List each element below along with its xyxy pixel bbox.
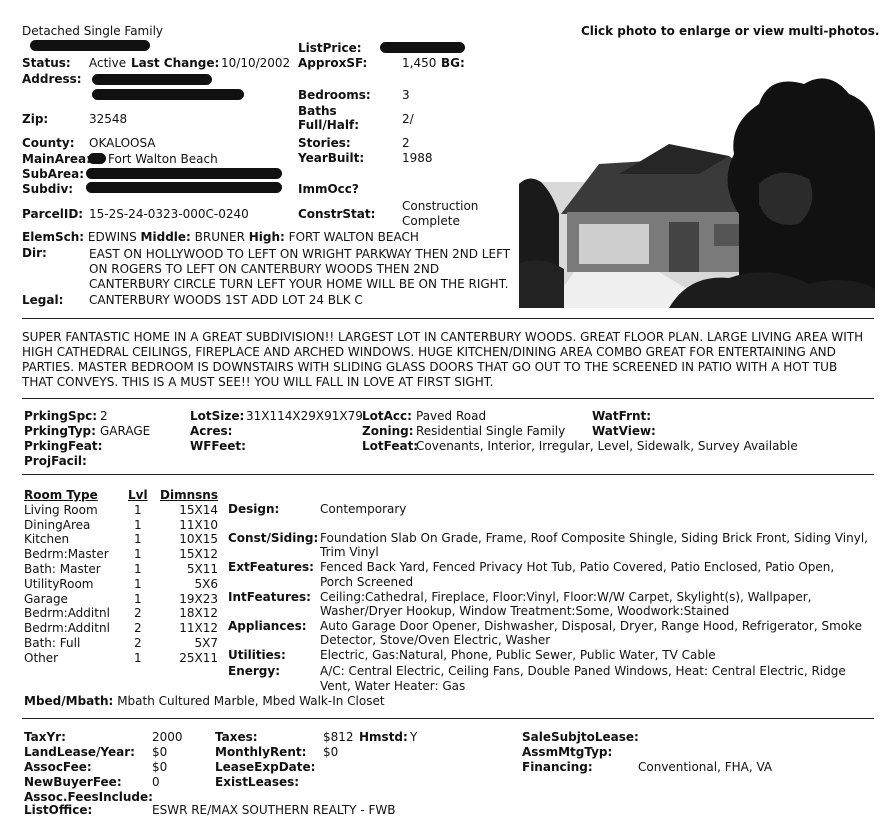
subdiv-label: Subdiv:	[22, 182, 74, 196]
feature-label: Utilities:	[228, 648, 286, 662]
room-level: 2	[134, 621, 142, 636]
section-divider	[22, 474, 874, 475]
section-divider	[22, 718, 874, 719]
taxyr-label: TaxYr:	[24, 730, 66, 744]
house-photo-image[interactable]	[519, 64, 875, 308]
room-type: Other	[24, 650, 59, 665]
feature-label: ExtFeatures:	[228, 560, 314, 574]
landlease-label: LandLease/Year:	[24, 745, 135, 759]
room-level: 1	[134, 591, 142, 606]
lotacc-value: Paved Road	[416, 409, 487, 423]
room-level: 1	[134, 576, 142, 591]
table-row	[24, 547, 218, 562]
redaction-mark	[380, 42, 465, 53]
room-dimensions: 11X12	[179, 621, 218, 636]
redaction-mark	[86, 182, 282, 193]
room-type: Living Room	[24, 502, 98, 517]
room-level: 2	[134, 635, 142, 650]
parcelid-label: ParcelID:	[22, 207, 84, 221]
feature-value: Fenced Back Yard, Fenced Privacy Hot Tub, Patio Covered, Patio Enclosed, Patio Open,	[320, 560, 835, 574]
prkingtyp-value: GARAGE	[100, 424, 151, 438]
mainarea-label: MainArea:	[22, 152, 91, 166]
assocfeesinclude-label: Assoc.FeesInclude:	[24, 790, 153, 804]
room-type: Bedrm:Additnl	[24, 606, 110, 621]
room-level: 1	[134, 650, 142, 665]
listoffice-label: ListOffice:	[24, 803, 93, 817]
room-dimensions: 25X11	[179, 650, 218, 665]
feature-value: A/C: Central Electric, Ceiling Fans, Double Paned Windows, Heat: Central Electric, Ridge	[320, 664, 846, 678]
constrstat-label: ConstrStat:	[298, 207, 376, 221]
elemsch-label: ElemSch:	[22, 230, 85, 244]
mbed-label: Mbed/Mbath:	[24, 694, 114, 708]
table-row	[24, 503, 218, 518]
assocfee-value: $0	[152, 760, 168, 774]
room-type: UtilityRoom	[24, 576, 94, 591]
dir-line: ON ROGERS TO LEFT ON CANTERBURY WOODS THEN 2ND	[89, 262, 440, 276]
feature-value: Auto Garage Door Opener, Dishwasher, Disposal, Dryer, Range Hood, Refrigerator, Smoke	[320, 619, 862, 633]
yearbuilt-value: 1988	[402, 151, 433, 165]
feature-label: IntFeatures:	[228, 590, 311, 604]
watview-label: WatView:	[592, 424, 656, 438]
newbuyerfee-value: 0	[152, 775, 160, 789]
hmstd-value: Y	[410, 730, 418, 744]
constrstat-value-line2: Complete	[402, 214, 460, 228]
existleases-label: ExistLeases:	[215, 775, 300, 789]
room-dimensions: 18X12	[179, 606, 218, 621]
taxes-label: Taxes:	[215, 730, 258, 744]
rooms-table	[24, 488, 218, 666]
table-row	[24, 577, 218, 592]
last-change-label: Last Change:	[131, 56, 220, 70]
monthlyrent-value: $0	[323, 745, 339, 759]
remarks-text: SUPER FANTASTIC HOME IN A GREAT SUBDIVISION!! LARGEST LOT IN CANTERBURY WOODS. GREAT FLOOR PLAN. LARGE LIVING AREA WITH HIGH CATHEDRAL CEILINGS, FIREPLACE AND ARCHED WINDOWS. HUGE KITCHEN/DINING AREA COMBO GREAT FOR ENTERTAINING AND PARTIES. MASTER BEDROOM IS DOWNSTAIRS WITH SLIDING GLASS DOORS THAT GO OUT TO THE SCREENED IN PATIO WITH A HOT TUB THAT CONVEYS. THIS IS A MUST SEE!! YOU WILL FALL IN LOVE AT FIRST SIGHT.	[22, 330, 864, 389]
room-dimensions: 15X14	[179, 502, 218, 517]
room-dimensions: 5X6	[194, 576, 218, 591]
taxyr-value: 2000	[152, 730, 183, 744]
assocfee-label: AssocFee:	[24, 760, 92, 774]
yearbuilt-label: YearBuilt:	[298, 151, 365, 165]
feature-value: Vent, Water Heater: Gas	[320, 679, 466, 693]
middle-label: Middle:	[140, 230, 191, 244]
feature-value: Ceiling:Cathedral, Fireplace, Floor:Vinyl, Floor:W/W Carpet, Skylight(s), Wallpaper,	[320, 590, 812, 604]
section-divider	[22, 398, 874, 399]
hmstd-label: Hmstd:	[359, 730, 408, 744]
room-dimensions: 10X15	[179, 532, 218, 547]
immocc-label: ImmOcc?	[298, 182, 359, 196]
room-dimensions: 5X11	[186, 561, 218, 576]
schools-line	[22, 230, 419, 244]
elemsch-value: EDWINS	[87, 230, 137, 244]
dir-line: CANTERBURY CIRCLE TURN LEFT YOUR HOME WILL BE ON THE RIGHT.	[89, 277, 509, 291]
feature-label: Appliances:	[228, 619, 307, 633]
table-row	[24, 518, 218, 533]
room-type: Bath: Master	[24, 561, 101, 576]
status-label: Status:	[22, 56, 71, 70]
table-row	[24, 636, 218, 651]
feature-value: Contemporary	[320, 502, 407, 516]
legal-label: Legal:	[22, 293, 64, 307]
approxsf-label: ApproxSF:	[298, 56, 368, 70]
rooms-col-header: Room Type	[24, 488, 98, 502]
projfacil-label: ProjFacil:	[24, 454, 87, 468]
prkingtyp-label: PrkingTyp:	[24, 424, 96, 438]
stories-value: 2	[402, 136, 410, 150]
lotsize-value: 31X114X29X91X79	[246, 409, 363, 423]
bedrooms-value: 3	[402, 88, 410, 102]
landlease-value: $0	[152, 745, 168, 759]
dir-line: EAST ON HOLLYWOOD TO LEFT ON WRIGHT PARKWAY THEN 2ND LEFT	[89, 247, 511, 261]
room-level: 2	[134, 606, 142, 621]
financing-label: Financing:	[522, 760, 593, 774]
zoning-value: Residential Single Family	[416, 424, 566, 438]
listprice-label: ListPrice:	[298, 41, 362, 55]
room-level: 1	[134, 532, 142, 547]
table-row	[24, 592, 218, 607]
acres-label: Acres:	[190, 424, 233, 438]
table-row	[24, 621, 218, 636]
feature-value: Washer/Dryer Hookup, Window Treatment:Some, Woodwork:Stained	[320, 604, 730, 618]
newbuyerfee-label: NewBuyerFee:	[24, 775, 122, 789]
last-change-value: 10/10/2002	[221, 56, 291, 70]
legal-value: CANTERBURY WOODS 1ST ADD LOT 24 BLK C	[89, 293, 363, 307]
feature-value: Foundation Slab On Grade, Frame, Roof Composite Shingle, Siding Brick Front, Siding Vinyl,	[320, 531, 868, 545]
room-type: Bedrm:Additnl	[24, 621, 110, 636]
listoffice-value: ESWR RE/MAX SOUTHERN REALTY - FWB	[152, 803, 396, 817]
bg-label: BG:	[441, 56, 465, 70]
status-value: Active	[89, 56, 127, 70]
redaction-mark	[92, 74, 212, 85]
feature-value: Electric, Gas:Natural, Phone, Public Sewer, Public Water, TV Cable	[320, 648, 716, 662]
room-dimensions: 19X23	[179, 591, 218, 606]
mbed-value: Mbath Cultured Marble, Mbed Walk-In Closet	[117, 694, 385, 708]
dir-label: Dir:	[22, 246, 47, 260]
room-dimensions: 5X7	[194, 635, 218, 650]
room-type: Kitchen	[24, 532, 70, 547]
county-label: County:	[22, 136, 75, 150]
address-label: Address:	[22, 72, 82, 86]
feature-value: Detector, Stove/Oven Electric, Washer	[320, 633, 551, 647]
feature-label: Design:	[228, 502, 280, 516]
lotfeat-value: Covenants, Interior, Irregular, Level, Sidewalk, Survey Available	[416, 439, 798, 453]
mainarea-value: Fort Walton Beach	[108, 152, 218, 166]
parcelid-value: 15-2S-24-0323-000C-0240	[89, 207, 249, 221]
prkingspc-value: 2	[100, 409, 108, 423]
room-type: Bedrm:Master	[24, 547, 109, 562]
feature-label: Const/Siding:	[228, 531, 319, 545]
approxsf-value: 1,450	[402, 56, 437, 70]
stories-label: Stories:	[298, 136, 351, 150]
room-dimensions: 15X12	[179, 547, 218, 562]
zip-value: 32548	[89, 112, 128, 126]
lotfeat-label: LotFeat:	[362, 439, 419, 453]
feature-value: Trim Vinyl	[320, 545, 379, 559]
rooms-col-header: Lvl	[128, 488, 148, 502]
county-value: OKALOOSA	[89, 136, 156, 150]
subarea-label: SubArea:	[22, 167, 85, 181]
high-value: FORT WALTON BEACH	[288, 230, 419, 244]
leaseexpdate-label: LeaseExpDate:	[215, 760, 316, 774]
room-level: 1	[134, 547, 142, 562]
constrstat-value-line1: Construction	[402, 199, 479, 213]
table-row	[24, 562, 218, 577]
redaction-mark	[30, 40, 150, 51]
zip-label: Zip:	[22, 112, 49, 126]
zoning-label: Zoning:	[362, 424, 414, 438]
room-type: Bath: Full	[24, 635, 81, 650]
property-type: Detached Single Family	[22, 24, 164, 38]
watfrnt-label: WatFrnt:	[592, 409, 652, 423]
redaction-mark	[92, 89, 244, 100]
rooms-col-header: Dimnsns	[160, 488, 218, 502]
assmmtgtyp-label: AssmMtgTyp:	[522, 745, 613, 759]
room-level: 1	[134, 517, 142, 532]
room-level: 1	[134, 502, 142, 517]
property-photo[interactable]	[519, 64, 875, 308]
lotsize-label: LotSize:	[190, 409, 245, 423]
redaction-mark	[86, 168, 282, 179]
table-row	[24, 606, 218, 621]
financing-value: Conventional, FHA, VA	[638, 760, 773, 774]
room-type: DiningArea	[24, 517, 91, 532]
monthlyrent-label: MonthlyRent:	[215, 745, 307, 759]
baths-value: 2/	[402, 112, 414, 126]
wffeet-label: WFFeet:	[190, 439, 246, 453]
baths-label-line2: Full/Half:	[298, 118, 360, 132]
bedrooms-label: Bedrooms:	[298, 88, 371, 102]
table-row	[24, 532, 218, 547]
mbed-line	[24, 694, 385, 708]
feature-label: Energy:	[228, 664, 281, 678]
salesubjtolease-label: SaleSubjtoLease:	[522, 730, 639, 744]
room-dimensions: 11X10	[179, 517, 218, 532]
photo-note[interactable]: Click photo to enlarge or view multi-photos.	[581, 24, 880, 38]
prkingfeat-label: PrkingFeat:	[24, 439, 103, 453]
prkingspc-label: PrkingSpc:	[24, 409, 98, 423]
feature-value: Porch Screened	[320, 575, 414, 589]
room-type: Garage	[24, 591, 68, 606]
lotacc-label: LotAcc:	[362, 409, 412, 423]
section-divider	[22, 318, 874, 319]
table-row	[24, 651, 218, 666]
room-level: 1	[134, 561, 142, 576]
baths-label-line1: Baths	[298, 104, 337, 118]
taxes-value: $812	[323, 730, 354, 744]
rooms-header-row	[24, 488, 218, 503]
middle-value: BRUNER	[194, 230, 245, 244]
high-label: High:	[248, 230, 285, 244]
